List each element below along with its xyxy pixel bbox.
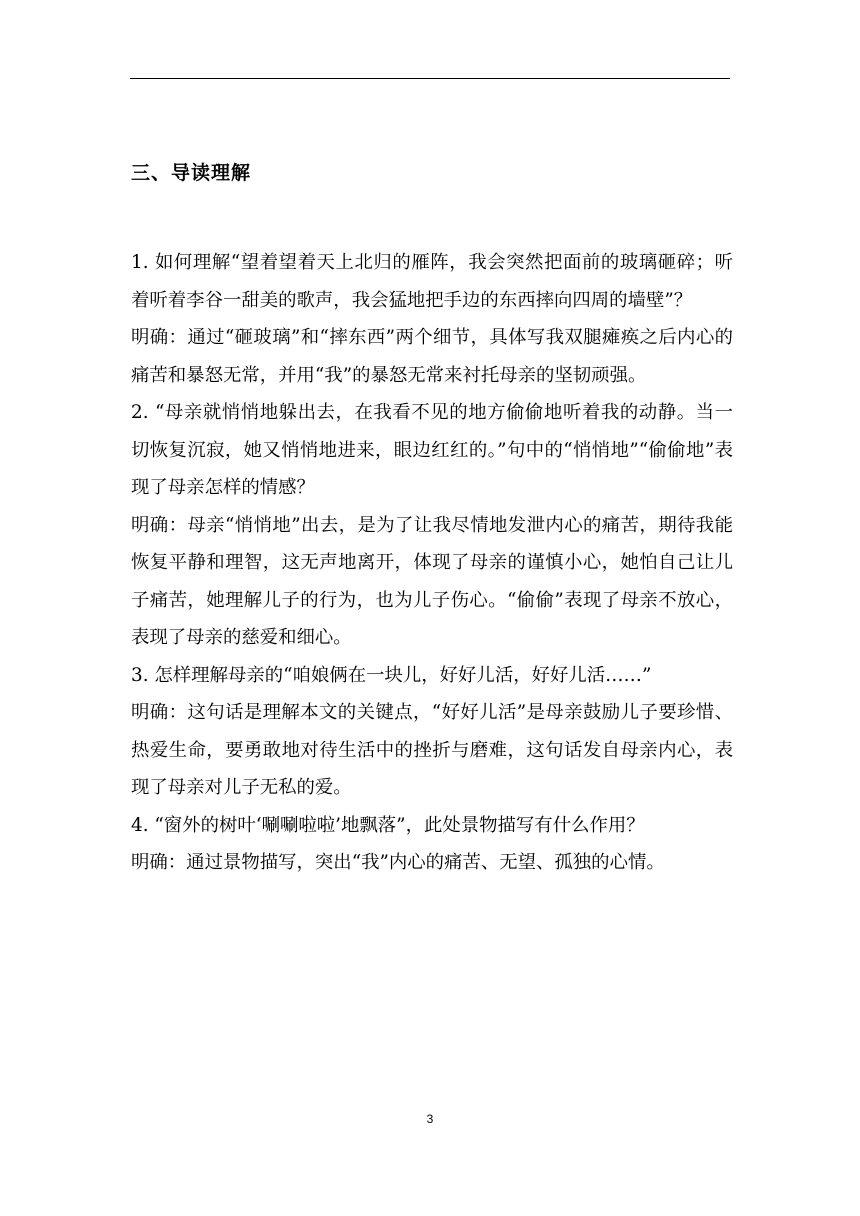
answer-3: 明确：这句话是理解本文的关键点，“好好儿活”是母亲鼓励儿子要珍惜、热爱生命，要勇敢地对待生活中的挫折与磨难，这句话发自母亲内心，表现了母亲对儿子无私的爱。 bbox=[131, 702, 733, 798]
question-1: 1. 如何理解“望着望着天上北归的雁阵，我会突然把面前的玻璃砸碎；听着听着李谷一甜美的歌声，我会猛地把手边的东西摔向四周的墙壁”？ bbox=[131, 252, 733, 311]
question-4: 4. “窗外的树叶‘唰唰啦啦’地飘落”，此处景物描写有什么作用？ bbox=[131, 814, 645, 836]
section-heading: 三、导读理解 bbox=[131, 162, 252, 184]
header-rule bbox=[130, 78, 730, 79]
page-number: 3 bbox=[426, 1112, 434, 1126]
answer-4: 明确：通过景物描写，突出“我”内心的痛苦、无望、孤独的心情。 bbox=[131, 852, 665, 873]
question-3: 3. 怎样理解母亲的“咱娘俩在一块儿，好好儿活，好好儿活……” bbox=[131, 664, 652, 686]
answer-2: 明确：母亲“悄悄地”出去，是为了让我尽情地发泄内心的痛苦，期待我能恢复平静和理智，这无声地离开，体现了母亲的谨慎小心，她怕自己让儿子痛苦，她理解儿子的行为，也为儿子伤心。“偷偷”表现了母亲不放心，表现了母亲的慈爱和细心。 bbox=[131, 514, 733, 648]
question-2: 2. “母亲就悄悄地躲出去，在我看不见的地方偷偷地听着我的动静。当一切恢复沉寂，她又悄悄地进来，眼边红红的。”句中的“悄悄地”“偷偷地”表现了母亲怎样的情感？ bbox=[131, 402, 733, 498]
answer-1: 明确：通过“砸玻璃”和“摔东西”两个细节，具体写我双腿瘫痪之后内心的痛苦和暴怒无常，并用“我”的暴怒无常来衬托母亲的坚韧顽强。 bbox=[131, 327, 733, 386]
document-body bbox=[131, 244, 733, 882]
